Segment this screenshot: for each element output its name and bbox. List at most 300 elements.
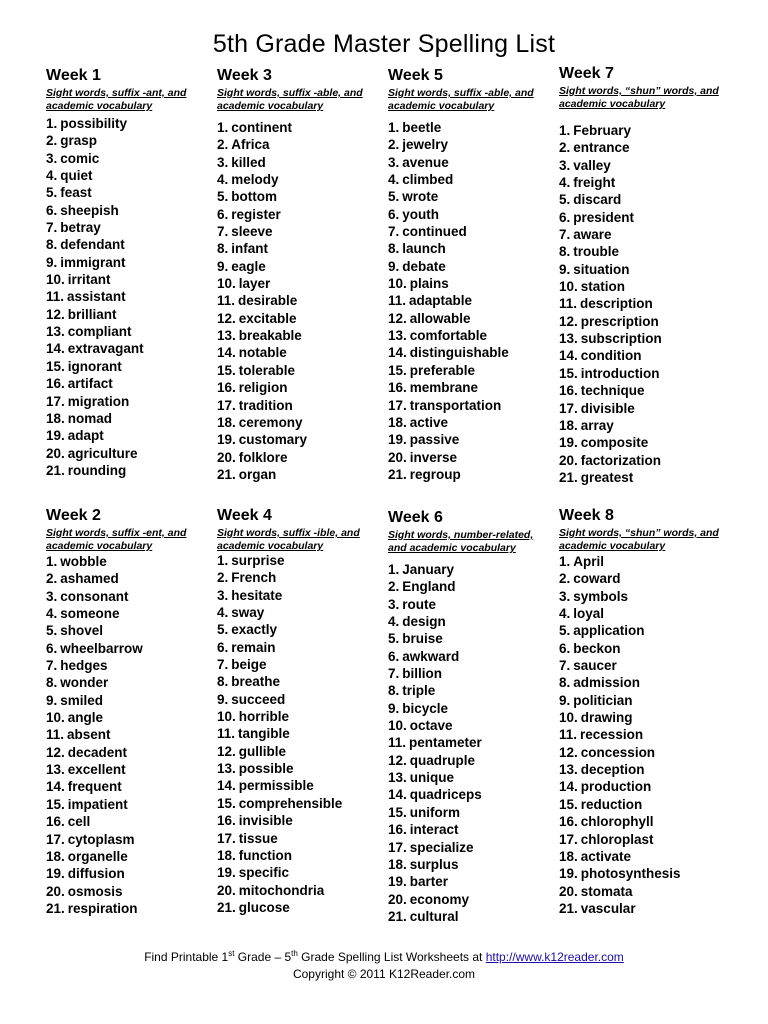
word-item xyxy=(217,552,383,569)
word-item xyxy=(388,449,554,466)
word-number: 6. xyxy=(388,206,400,222)
word-number: 7. xyxy=(46,658,58,674)
word-item xyxy=(46,150,212,167)
word-number: 21. xyxy=(388,908,407,924)
word-item xyxy=(388,171,554,188)
word-number: 16. xyxy=(46,376,65,392)
word-item xyxy=(559,778,725,795)
word-number: 17. xyxy=(388,839,407,855)
word-text: desirable xyxy=(238,293,298,309)
word-text: design xyxy=(402,614,446,630)
word-text: wrote xyxy=(402,189,439,205)
word-number: 15. xyxy=(559,796,578,812)
word-number: 18. xyxy=(217,414,236,430)
word-number: 17. xyxy=(217,397,236,413)
word-number: 15. xyxy=(388,362,407,378)
word-item xyxy=(388,821,554,838)
word-text: unique xyxy=(409,770,455,786)
word-number: 21. xyxy=(559,900,578,916)
word-list xyxy=(217,119,383,483)
word-item xyxy=(388,431,554,448)
word-text: cytoplasm xyxy=(67,831,135,847)
word-number: 12. xyxy=(388,310,407,326)
word-text: quiet xyxy=(60,168,93,184)
word-item xyxy=(46,288,212,305)
word-number: 12. xyxy=(217,743,236,759)
page-title: 5th Grade Master Spelling List xyxy=(212,30,556,58)
word-item xyxy=(559,588,725,605)
word-text: February xyxy=(573,123,632,138)
word-item xyxy=(559,313,725,330)
word-list xyxy=(559,553,725,917)
word-number: 8. xyxy=(559,675,571,691)
word-item xyxy=(46,622,212,639)
word-text: shovel xyxy=(60,623,104,639)
word-text: chlorophyll xyxy=(580,814,654,830)
word-item xyxy=(217,188,383,205)
word-item xyxy=(217,240,383,257)
word-number: 5. xyxy=(217,189,229,205)
word-text: register xyxy=(231,206,281,222)
word-item xyxy=(559,295,725,312)
word-item xyxy=(217,327,383,344)
word-number: 16. xyxy=(217,813,236,829)
word-text: admission xyxy=(573,675,641,691)
word-text: folklore xyxy=(238,449,288,465)
word-item xyxy=(559,640,725,657)
word-item xyxy=(559,174,725,191)
word-text: tolerable xyxy=(238,362,296,378)
word-text: beetle xyxy=(402,120,442,135)
word-number: 5. xyxy=(559,192,571,208)
word-item xyxy=(217,362,383,379)
word-text: economy xyxy=(409,891,470,907)
word-text: excellent xyxy=(67,762,126,778)
word-text: remain xyxy=(231,639,276,655)
word-number: 20. xyxy=(217,449,236,465)
word-item xyxy=(388,682,554,699)
word-text: grasp xyxy=(60,133,98,149)
word-text: layer xyxy=(238,276,271,292)
word-number: 11. xyxy=(46,727,65,743)
word-number: 17. xyxy=(559,400,578,416)
word-text: decadent xyxy=(67,744,128,760)
word-text: politician xyxy=(573,692,633,708)
word-number: 12. xyxy=(559,744,578,760)
word-item xyxy=(559,434,725,451)
word-number: 5. xyxy=(46,185,58,201)
word-text: jewelry xyxy=(402,137,449,153)
word-number: 15. xyxy=(217,795,236,811)
word-number: 17. xyxy=(217,830,236,846)
word-number: 6. xyxy=(388,648,400,664)
word-item xyxy=(388,292,554,309)
footer-sup: st xyxy=(228,949,235,958)
word-number: 12. xyxy=(388,752,407,768)
word-text: exactly xyxy=(231,622,278,638)
word-text: surprise xyxy=(231,553,285,568)
word-number: 16. xyxy=(46,814,65,830)
word-text: breathe xyxy=(231,674,281,690)
week-block xyxy=(559,506,725,917)
word-text: artifact xyxy=(67,376,113,392)
word-text: glucose xyxy=(238,899,290,915)
word-list xyxy=(46,553,212,917)
word-text: condition xyxy=(580,348,642,364)
word-number: 4. xyxy=(217,605,229,621)
word-text: triple xyxy=(402,683,436,699)
word-text: customary xyxy=(238,432,308,448)
word-item xyxy=(46,726,212,743)
word-item xyxy=(559,657,725,674)
word-number: 12. xyxy=(46,744,65,760)
word-number: 1. xyxy=(46,116,58,131)
word-item xyxy=(559,622,725,639)
word-text: brilliant xyxy=(67,306,117,322)
word-item xyxy=(388,613,554,630)
word-item xyxy=(559,157,725,174)
week-block xyxy=(388,66,554,483)
word-text: sleeve xyxy=(231,224,273,240)
word-number: 10. xyxy=(217,276,236,292)
word-number: 4. xyxy=(559,175,571,191)
word-number: 9. xyxy=(217,258,229,274)
word-number: 14. xyxy=(388,787,407,803)
word-item xyxy=(46,900,212,917)
word-item xyxy=(217,899,383,916)
word-number: 9. xyxy=(559,692,571,708)
word-text: angle xyxy=(67,710,104,726)
word-number: 2. xyxy=(559,140,571,156)
word-number: 10. xyxy=(46,710,65,726)
word-number: 9. xyxy=(388,700,400,716)
word-text: defendant xyxy=(60,237,125,253)
word-item xyxy=(388,119,554,136)
word-number: 6. xyxy=(559,209,571,225)
word-text: drawing xyxy=(580,710,633,726)
word-number: 13. xyxy=(217,328,236,344)
word-text: debate xyxy=(402,258,446,274)
word-text: youth xyxy=(402,206,440,222)
word-item xyxy=(217,379,383,396)
word-number: 13. xyxy=(388,770,407,786)
word-list xyxy=(388,561,554,925)
word-number: 3. xyxy=(388,154,400,170)
word-item xyxy=(46,427,212,444)
word-text: tradition xyxy=(238,397,293,413)
word-number: 16. xyxy=(388,380,407,396)
word-number: 8. xyxy=(46,675,58,691)
word-text: comfortable xyxy=(409,328,488,344)
word-number: 16. xyxy=(559,814,578,830)
word-number: 2. xyxy=(388,137,400,153)
word-number: 16. xyxy=(559,383,578,399)
word-item xyxy=(46,692,212,709)
word-number: 13. xyxy=(46,762,65,778)
word-text: wonder xyxy=(60,675,109,691)
word-item xyxy=(388,240,554,257)
copyright-text: Copyright © 2011 K12Reader.com xyxy=(292,967,476,981)
word-number: 7. xyxy=(217,224,229,240)
word-number: 9. xyxy=(388,258,400,274)
word-text: osmosis xyxy=(67,883,123,899)
word-number: 7. xyxy=(217,657,229,673)
week-subtitle: Sight words, number-related, and academic vocabulary xyxy=(388,529,534,554)
word-item xyxy=(217,691,383,708)
word-item xyxy=(388,154,554,171)
word-text: extravagant xyxy=(67,341,144,357)
word-item xyxy=(217,760,383,777)
word-text: frequent xyxy=(67,779,122,795)
word-number: 3. xyxy=(559,157,571,173)
word-list xyxy=(559,122,725,486)
word-item xyxy=(46,796,212,813)
word-text: betray xyxy=(60,220,101,236)
word-item xyxy=(46,462,212,479)
word-number: 21. xyxy=(46,462,65,478)
word-number: 8. xyxy=(388,241,400,257)
word-text: wobble xyxy=(60,554,107,569)
word-text: saucer xyxy=(573,658,617,674)
word-number: 5. xyxy=(559,623,571,639)
word-item xyxy=(46,410,212,427)
word-text: April xyxy=(573,554,605,569)
word-item xyxy=(46,167,212,184)
word-list xyxy=(388,119,554,483)
word-item xyxy=(559,674,725,691)
word-text: comic xyxy=(60,150,100,166)
week-subtitle: Sight words, “shun” words, and academic vocabulary xyxy=(559,85,719,110)
word-text: rounding xyxy=(67,462,127,478)
word-text: photosynthesis xyxy=(580,866,681,882)
word-text: array xyxy=(580,417,614,433)
word-number: 4. xyxy=(46,168,58,184)
word-number: 8. xyxy=(388,683,400,699)
word-number: 2. xyxy=(388,579,400,595)
word-number: 11. xyxy=(559,727,578,743)
word-number: 16. xyxy=(388,822,407,838)
word-item xyxy=(217,431,383,448)
word-number: 5. xyxy=(388,631,400,647)
word-number: 11. xyxy=(559,296,578,312)
word-item xyxy=(46,674,212,691)
word-item xyxy=(559,865,725,882)
word-text: cell xyxy=(67,814,91,830)
word-number: 8. xyxy=(217,241,229,257)
word-text: station xyxy=(580,279,626,295)
word-item xyxy=(388,397,554,414)
word-number: 8. xyxy=(217,674,229,690)
word-item xyxy=(388,856,554,873)
word-number: 5. xyxy=(388,189,400,205)
word-item xyxy=(388,908,554,925)
word-item xyxy=(559,726,725,743)
word-text: surplus xyxy=(409,856,459,872)
word-item xyxy=(46,848,212,865)
week-subtitle: Sight words, suffix -able, and academic vocabulary xyxy=(217,87,363,112)
word-number: 3. xyxy=(46,588,58,604)
k12reader-link[interactable]: http://www.k12reader.com xyxy=(485,950,624,964)
word-number: 16. xyxy=(217,380,236,396)
word-text: nomad xyxy=(67,410,113,426)
word-number: 13. xyxy=(46,324,65,340)
word-item xyxy=(217,154,383,171)
word-text: composite xyxy=(580,435,649,451)
word-item xyxy=(559,347,725,364)
word-item xyxy=(46,570,212,587)
word-item xyxy=(388,665,554,682)
word-number: 9. xyxy=(217,691,229,707)
word-number: 1. xyxy=(388,120,400,135)
word-item xyxy=(559,883,725,900)
word-number: 1. xyxy=(217,553,229,568)
word-text: possible xyxy=(238,761,294,777)
word-text: comprehensible xyxy=(238,795,343,811)
word-item xyxy=(217,344,383,361)
word-text: passive xyxy=(409,432,460,448)
word-item xyxy=(388,136,554,153)
word-number: 17. xyxy=(388,397,407,413)
word-number: 21. xyxy=(217,899,236,915)
word-text: beige xyxy=(231,657,267,673)
footer-text: Grade Spelling List Worksheets at xyxy=(297,950,486,964)
word-text: activate xyxy=(580,848,632,864)
word-number: 13. xyxy=(217,761,236,777)
week-title: Week 1 xyxy=(46,67,101,84)
word-number: 3. xyxy=(46,150,58,166)
word-item xyxy=(559,417,725,434)
word-item xyxy=(46,865,212,882)
word-text: specialize xyxy=(409,839,474,855)
word-text: continent xyxy=(231,120,293,135)
word-text: allowable xyxy=(409,310,471,326)
word-text: chloroplast xyxy=(580,831,654,847)
word-number: 14. xyxy=(46,341,65,357)
word-number: 18. xyxy=(217,847,236,863)
word-item xyxy=(217,292,383,309)
word-text: eagle xyxy=(231,258,266,274)
week-block xyxy=(46,506,212,917)
word-text: function xyxy=(238,847,293,863)
word-text: uniform xyxy=(409,804,461,820)
word-number: 18. xyxy=(388,414,407,430)
word-number: 10. xyxy=(559,710,578,726)
word-text: notable xyxy=(238,345,287,361)
word-number: 15. xyxy=(217,362,236,378)
word-item xyxy=(559,761,725,778)
word-text: situation xyxy=(573,261,630,277)
word-text: membrane xyxy=(409,380,479,396)
word-text: plains xyxy=(409,276,449,292)
word-text: recession xyxy=(580,727,644,743)
word-number: 18. xyxy=(388,856,407,872)
word-item xyxy=(559,831,725,848)
word-text: subscription xyxy=(580,331,662,347)
week-block xyxy=(388,508,554,925)
word-item xyxy=(388,275,554,292)
word-item xyxy=(559,122,725,139)
word-item xyxy=(217,864,383,881)
word-number: 18. xyxy=(46,410,65,426)
word-number: 21. xyxy=(388,466,407,482)
word-item xyxy=(388,414,554,431)
word-number: 2. xyxy=(217,137,229,153)
word-item xyxy=(388,734,554,751)
word-item xyxy=(217,397,383,414)
word-item xyxy=(46,657,212,674)
word-text: concession xyxy=(580,744,656,760)
word-text: climbed xyxy=(402,172,454,188)
word-text: quadriceps xyxy=(409,787,482,803)
word-number: 20. xyxy=(388,891,407,907)
word-number: 14. xyxy=(217,345,236,361)
word-item xyxy=(46,219,212,236)
word-item xyxy=(217,569,383,586)
week-block xyxy=(217,66,383,483)
word-number: 4. xyxy=(46,606,58,622)
word-text: possibility xyxy=(60,116,128,131)
word-text: factorization xyxy=(580,452,662,468)
word-number: 3. xyxy=(388,596,400,612)
word-item xyxy=(388,596,554,613)
word-text: adapt xyxy=(67,428,104,444)
word-item xyxy=(388,891,554,908)
word-number: 10. xyxy=(559,279,578,295)
week-title: Week 8 xyxy=(559,507,614,524)
word-text: gullible xyxy=(238,743,287,759)
word-text: horrible xyxy=(238,709,290,725)
word-item xyxy=(388,188,554,205)
word-item xyxy=(46,640,212,657)
word-number: 2. xyxy=(559,571,571,587)
word-list xyxy=(46,115,212,479)
word-item xyxy=(559,261,725,278)
word-item xyxy=(46,445,212,462)
word-text: trouble xyxy=(573,244,620,260)
word-text: quadruple xyxy=(409,752,476,768)
word-number: 9. xyxy=(46,254,58,270)
word-text: introduction xyxy=(580,365,660,381)
word-number: 19. xyxy=(559,435,578,451)
word-item xyxy=(217,777,383,794)
footer-text: Grade – 5 xyxy=(234,950,292,964)
word-text: tissue xyxy=(238,830,278,846)
word-item xyxy=(46,375,212,392)
word-number: 3. xyxy=(217,587,229,603)
word-item xyxy=(559,209,725,226)
word-item xyxy=(559,191,725,208)
word-number: 11. xyxy=(388,735,407,751)
word-text: bottom xyxy=(231,189,277,205)
word-number: 11. xyxy=(46,289,65,305)
word-item xyxy=(217,223,383,240)
word-number: 14. xyxy=(388,345,407,361)
word-number: 14. xyxy=(559,779,578,795)
word-item xyxy=(559,452,725,469)
word-item xyxy=(388,344,554,361)
word-number: 18. xyxy=(559,848,578,864)
word-number: 4. xyxy=(388,172,400,188)
word-number: 7. xyxy=(46,220,58,236)
word-number: 8. xyxy=(559,244,571,260)
word-text: bicycle xyxy=(402,700,449,716)
word-text: cultural xyxy=(409,908,459,924)
word-number: 14. xyxy=(559,348,578,364)
word-item xyxy=(559,692,725,709)
word-item xyxy=(217,882,383,899)
word-text: assistant xyxy=(67,289,126,305)
word-item xyxy=(559,330,725,347)
